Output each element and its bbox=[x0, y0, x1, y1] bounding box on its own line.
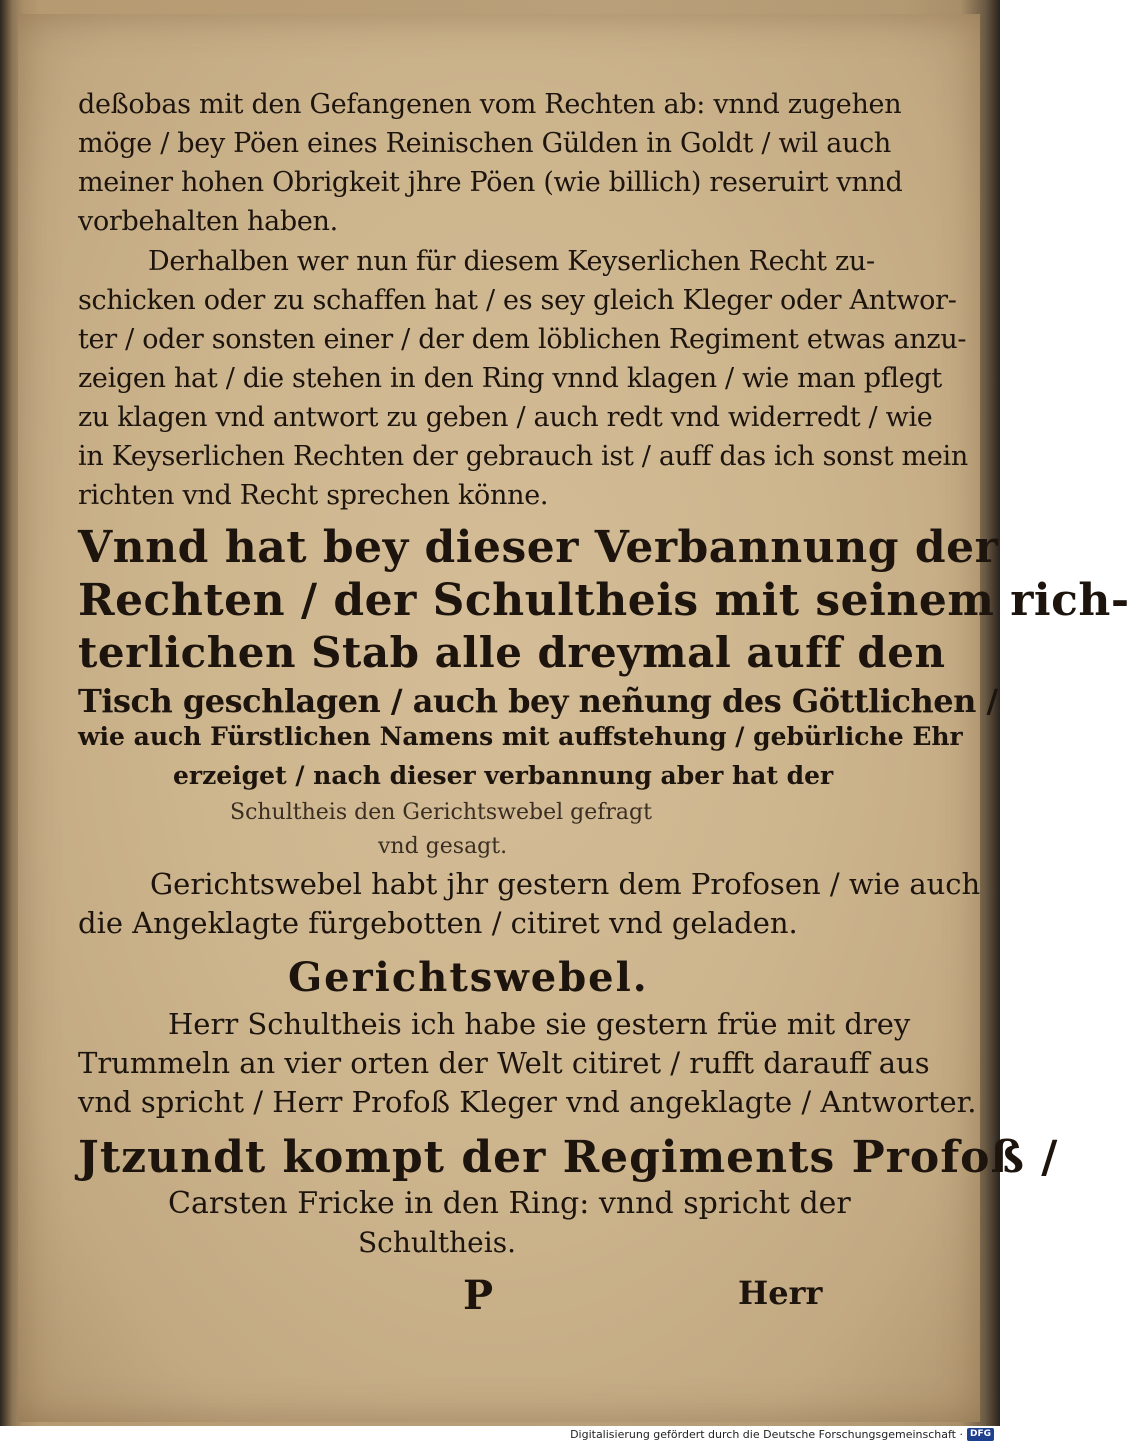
large-text-line: Jtzundt kompt der Regiments Profoß / bbox=[78, 1132, 1059, 1183]
large-text-line: terlichen Stab alle dreymal auff den bbox=[78, 628, 946, 677]
speaker-heading: Gerichtswebel. bbox=[288, 954, 649, 1001]
text-line: Schultheis. bbox=[358, 1226, 516, 1259]
text-line: ter / oder sonsten einer / der dem löblichen Regiment etwas anzu- bbox=[78, 324, 967, 355]
text-line: schicken oder zu schaffen hat / es sey gleich Kleger oder Antwor- bbox=[78, 285, 957, 316]
text-line: deßobas mit den Gefangenen vom Rechten ab: vnnd zugehen bbox=[78, 89, 902, 120]
small-text-line: vnd gesagt. bbox=[378, 834, 508, 859]
text-line: Gerichtswebel habt jhr gestern dem Profosen / wie auch bbox=[150, 867, 981, 901]
book-page bbox=[18, 14, 1130, 1422]
text-line: zeigen hat / die stehen in den Ring vnnd klagen / wie man pflegt bbox=[78, 363, 942, 394]
signature-mark: P bbox=[463, 1272, 494, 1319]
text-line: Trummeln an vier orten der Welt citiret / rufft darauff aus bbox=[78, 1046, 930, 1080]
text-line: vorbehalten haben. bbox=[78, 206, 338, 237]
medium-text-line: erzeiget / nach dieser verbannung aber hat der bbox=[173, 761, 834, 790]
footer-text: Digitalisierung gefördert durch die Deutsche Forschungsgemeinschaft · bbox=[570, 1428, 963, 1441]
text-line: Carsten Fricke in den Ring: vnnd spricht der bbox=[168, 1186, 851, 1221]
text-line: zu klagen vnd antwort zu geben / auch redt vnd widerredt / wie bbox=[78, 402, 933, 433]
medium-text-line: Tisch geschlagen / auch bey neñung des Göttlichen / bbox=[78, 682, 998, 720]
large-text-line: Rechten / der Schultheis mit seinem rich- bbox=[78, 575, 1130, 626]
text-line: Derhalben wer nun für diesem Keyserlichen Recht zu- bbox=[148, 246, 875, 277]
text-line: möge / bey Pöen eines Reinischen Gülden in Goldt / wil auch bbox=[78, 128, 892, 159]
medium-text-line: wie auch Fürstlichen Namens mit auffstehung / gebürliche Ehr bbox=[78, 722, 963, 751]
funding-footer bbox=[570, 1428, 994, 1441]
text-line: vnd spricht / Herr Profoß Kleger vnd angeklagte / Antworter. bbox=[78, 1085, 977, 1119]
text-line: richten vnd Recht sprechen könne. bbox=[78, 480, 549, 511]
text-line: Herr Schultheis ich habe sie gestern früe mit drey bbox=[168, 1007, 911, 1041]
large-text-line: Vnnd hat bey dieser Verbannung der bbox=[78, 522, 999, 573]
small-text-line: Schultheis den Gerichtswebel gefragt bbox=[230, 800, 652, 825]
dfg-logo: DFG bbox=[967, 1428, 994, 1441]
text-line: die Angeklagte fürgebotten / citiret vnd geladen. bbox=[78, 906, 798, 940]
text-line: meiner hohen Obrigkeit jhre Pöen (wie billich) reseruirt vnnd bbox=[78, 167, 903, 198]
catchword: Herr bbox=[738, 1274, 823, 1312]
text-line: in Keyserlichen Rechten der gebrauch ist / auff das ich sonst mein bbox=[78, 441, 968, 472]
